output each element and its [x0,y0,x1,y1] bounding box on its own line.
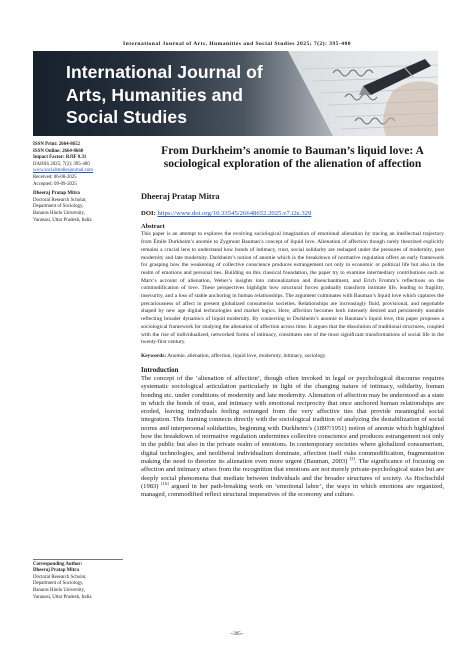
corresponding-name: Dheeraj Pratap Mitra [33,568,79,574]
banner-title [66,61,301,129]
abstract-heading: Abstract [141,223,165,231]
keywords-text: Anomie, alienation, affection, liquid love, modernity, intimacy, sociology [167,352,326,359]
corresponding-heading: Corresponding Author: [33,561,83,567]
article-author: Dheeraj Pratap Mitra [141,192,220,202]
banner-title-line: Social Studies [66,107,188,127]
intro-text-part: The concept of the ‘alienation of affection’, though often invoked in legal or psychological discourse requires systematic sociological articulation particularly in light of the changing nature of intimacy, solidarity, human bonding etc. under conditions of modernity and late modernity. Alienation of affection may be understood as a state in which the bonds of trust, and intimacy with emotional reciprocity that once anchored human relationships are eroded, leaving individuals feeling estranged from the very affective ties that provide meaningful social integration. This framing connects directly with the sociological tradition of analyzing the destabilization of social norms and interpersonal solidarities, beginning with Durkheim’s (1897/1951) notion of anomie which highlighted how the breakdown of normative regulation undermines collective conscience and produces estrangement not only in the public but also in the private realm of emotions. In contemporary societies where globalized consumerism, digital technologies, and neoliberal individualism dominate, affection itself risks commodification, fragmentation making the need to theorize its alienation even more urgent (Bauman, 2003) [141,374,444,465]
author-affiliation-line: Banaras Hindu University, [33,210,85,216]
website-link[interactable]: www.socialstudiesjournal.com [33,168,93,174]
corresponding-affiliation-line: Doctoral Research Scholar, [33,574,87,580]
divider [33,559,123,560]
introduction-text [141,375,444,499]
abstract-text: This paper is an attempt to explores the evolving sociological imagination of emotional alienation by tracing an intellectual trajectory from Émile Durkheim’s anomie to Zygmunt Bauman’s concept of liquid love. Alienation of affection though rarely theorized explicitly remains a crucial lens to understand how bonds of intimacy, trust, social solidarity are reshaped under the pressures of modernity, post modernity and late modernity. Durkheim’s notion of anomie which is the breakdown of normative regulation offers an early framework for grasping how the weakening of collective conscience produces estrangement not only in economic or political life but also in the realm of emotions and personal ties. Building on this classical foundation, the paper try to examine intermediary contributions such as Marx’s account of alienation, Weber’s insights into rationalization and disenchantment, and Erich Fromm’s reflections on the commodification of love. These perspectives highlight how structural forces gradually transform intimate life, leading to fragility, insecurity, and a loss of stable anchoring in human relationships. The argument culminates with Bauman’s liquid love which captures the precariousness of affect in present globalized consumerist societies. Relationships are increasingly fluid, provisional, and negotiable shaped by new age digital technologies and market logics. Here, affection becomes both intensely desired and persistently unstable reflecting broader dynamics of liquid modernity. By connecting to Durkheim’s anomie to Bauman’s liquid love, this paper proposes a sociological framework for studying the alienation of affection across time. It argues that the dissolution of traditional structures, coupled with the rise of individualized, networked forms of intimacy, constitutes one of the most significant transformations of social life in the twenty-first century. [141,231,444,346]
author-affiliation-line: Doctoral Research Scholar, [33,197,87,203]
issn-print: ISSN Print: 2664-8652 [33,142,81,147]
accepted-date: Accepted: 09-09-2025 [33,181,77,187]
introduction-heading: Introduction [141,366,179,374]
corresponding-author [33,559,128,601]
corresponding-affiliation-line: Department of Sociology, [33,581,84,587]
running-head: International Journal of Arts, Humanities and Social Studies 2025; 7(2): 395-400 [123,41,351,47]
page-number: ~395~ [230,631,244,637]
corresponding-affiliation-line: Varanasi, Uttar Pradesh, India [33,594,92,600]
banner-title-line: Arts, Humanities and [66,84,244,105]
intro-text-part: argued in her path-breaking work on ‘emotional labor’, the ways in which emotions are organized, managed, commodified reflect structural imperatives of the economy and culture. [141,482,444,499]
banner-title-line: International Journal of [66,62,263,82]
article-main [141,144,444,499]
author-name: Dheeraj Pratap Mitra [33,191,80,197]
journal-banner [33,51,438,136]
issn-online: ISSN Online: 2664-8660 [33,148,84,154]
corresponding-affiliation-line: Banaras Hindu University, [33,587,85,593]
doi-line [141,210,444,217]
author-affiliation-line: Department of Sociology, [33,204,84,210]
keywords-line [141,353,444,360]
article-title: From Durkheim’s anomie to Bauman’s liquid love: A sociological exploration of the alienation of affection [161,144,424,171]
volume-info: IJAHSS 2025; 7(2): 395-400 [33,161,90,167]
citation-ref[interactable]: [16] [161,480,169,486]
doi-label: DOI: [141,210,156,218]
impact-factor: Impact Factor: RJIF 8.31 [33,155,87,161]
author-affiliation-line: Varanasi, Uttar Pradesh, India [33,217,92,223]
citation-ref[interactable]: [3] [349,455,355,461]
received-date: Received: 06-08-2025 [33,174,77,180]
intro-text-part: . The significance of focusing on affection and intimacy arises from the recognition that emotions are not merely private-psychological states but are deeply social phenomena that mediate between individuals and the broader structures of society. As Hochschild (1983) [141,457,445,490]
journal-meta [33,142,128,224]
keywords-label: Keywords: [141,352,167,359]
doi-link[interactable]: https://www.doi.org/10.33545/26648652.2025.v7.i2e.329 [157,210,312,218]
